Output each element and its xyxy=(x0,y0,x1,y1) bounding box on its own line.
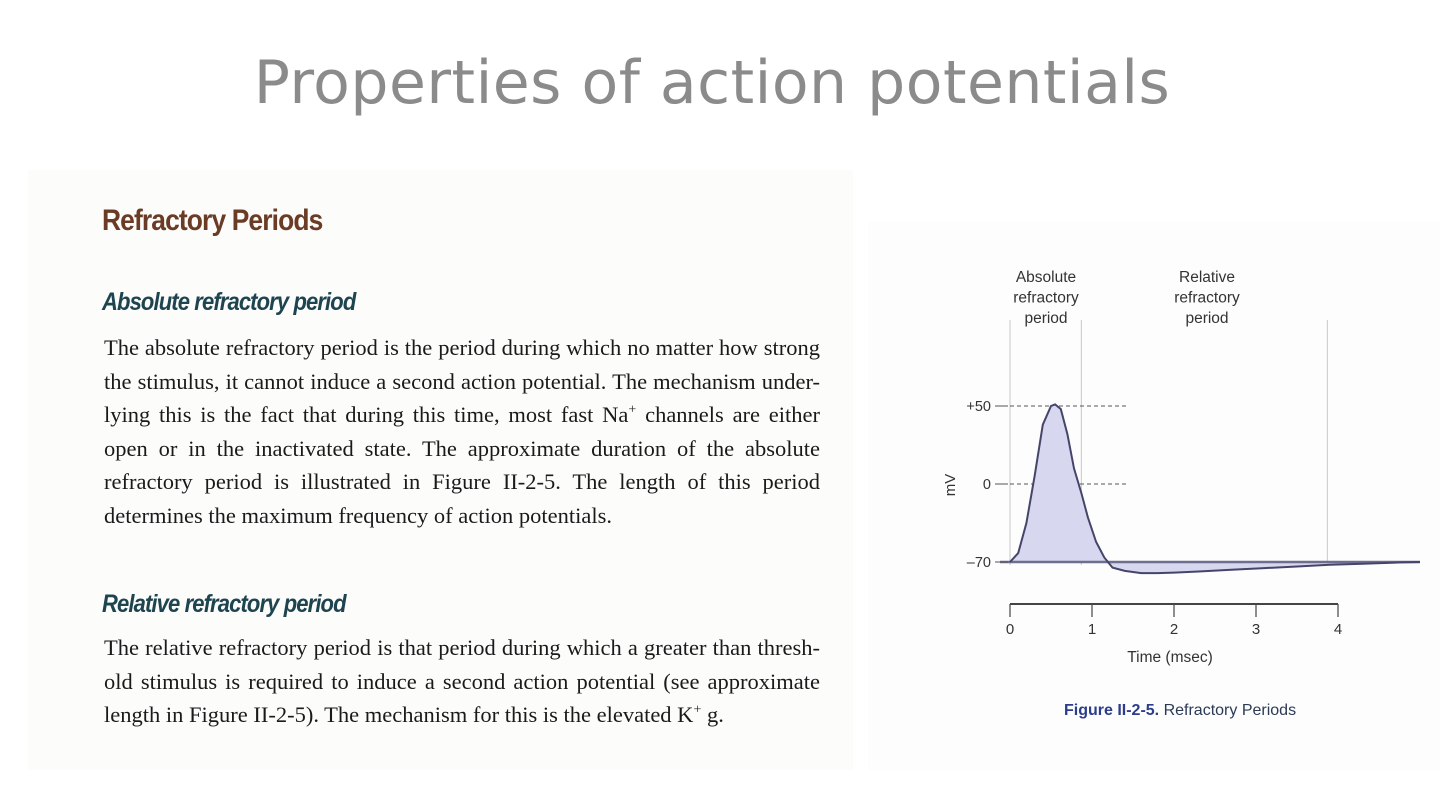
y-tick-label: +50 xyxy=(966,399,991,415)
x-tick-label: 4 xyxy=(1333,621,1343,638)
paragraph-text: g. xyxy=(701,702,724,728)
x-axis-label: Time (msec) xyxy=(1127,649,1213,666)
action-potential-fill xyxy=(1010,404,1420,573)
region-label: period xyxy=(1024,310,1068,327)
paragraph-text: The absolute refractory period is the period during which no matter how strong the stimulus, it cannot induce a second action potential. The mechanism under-lying this is the fact that during this time, most fast Na xyxy=(104,335,820,428)
caption-text: Refractory Periods xyxy=(1159,702,1297,719)
region-label: Absolute xyxy=(1015,269,1077,286)
x-tick-label: 3 xyxy=(1251,621,1261,638)
caption-label: Figure II-2-5. xyxy=(1064,702,1160,719)
y-axis-label: mV xyxy=(942,473,959,497)
relative-refractory-heading: Relative refractory period xyxy=(102,590,346,618)
region-label: refractory xyxy=(1013,289,1079,307)
region-label: period xyxy=(1185,310,1229,327)
y-tick-label: 0 xyxy=(982,477,991,493)
superscript: + xyxy=(628,402,637,418)
absolute-refractory-heading: Absolute refractory period xyxy=(102,288,356,316)
slide-title: Properties of action potentials xyxy=(253,48,1171,118)
x-tick-label: 2 xyxy=(1169,621,1179,638)
paragraph-text: The relative refractory period is that period during which a greater than thresh-old stimulus is required to induce a second action potential (see approximate length in Figure II-2-5). The mechanism for this is the elevated K xyxy=(104,635,820,728)
x-tick-label: 0 xyxy=(1005,621,1015,638)
y-tick-label: –70 xyxy=(966,555,991,571)
region-label: Relative xyxy=(1179,269,1235,286)
figure-caption xyxy=(1064,702,1296,720)
x-tick-label: 1 xyxy=(1087,621,1097,638)
paragraph-text: channels are either open or in the inactivated state. The approximate duration of the absolute refractory period is illustrated in Figure II-2-5. The length of this period determines the maximum frequency of action potentials. xyxy=(104,402,821,528)
region-label: refractory xyxy=(1174,289,1240,307)
superscript: + xyxy=(693,702,702,718)
section-heading: Refractory Periods xyxy=(102,204,323,237)
